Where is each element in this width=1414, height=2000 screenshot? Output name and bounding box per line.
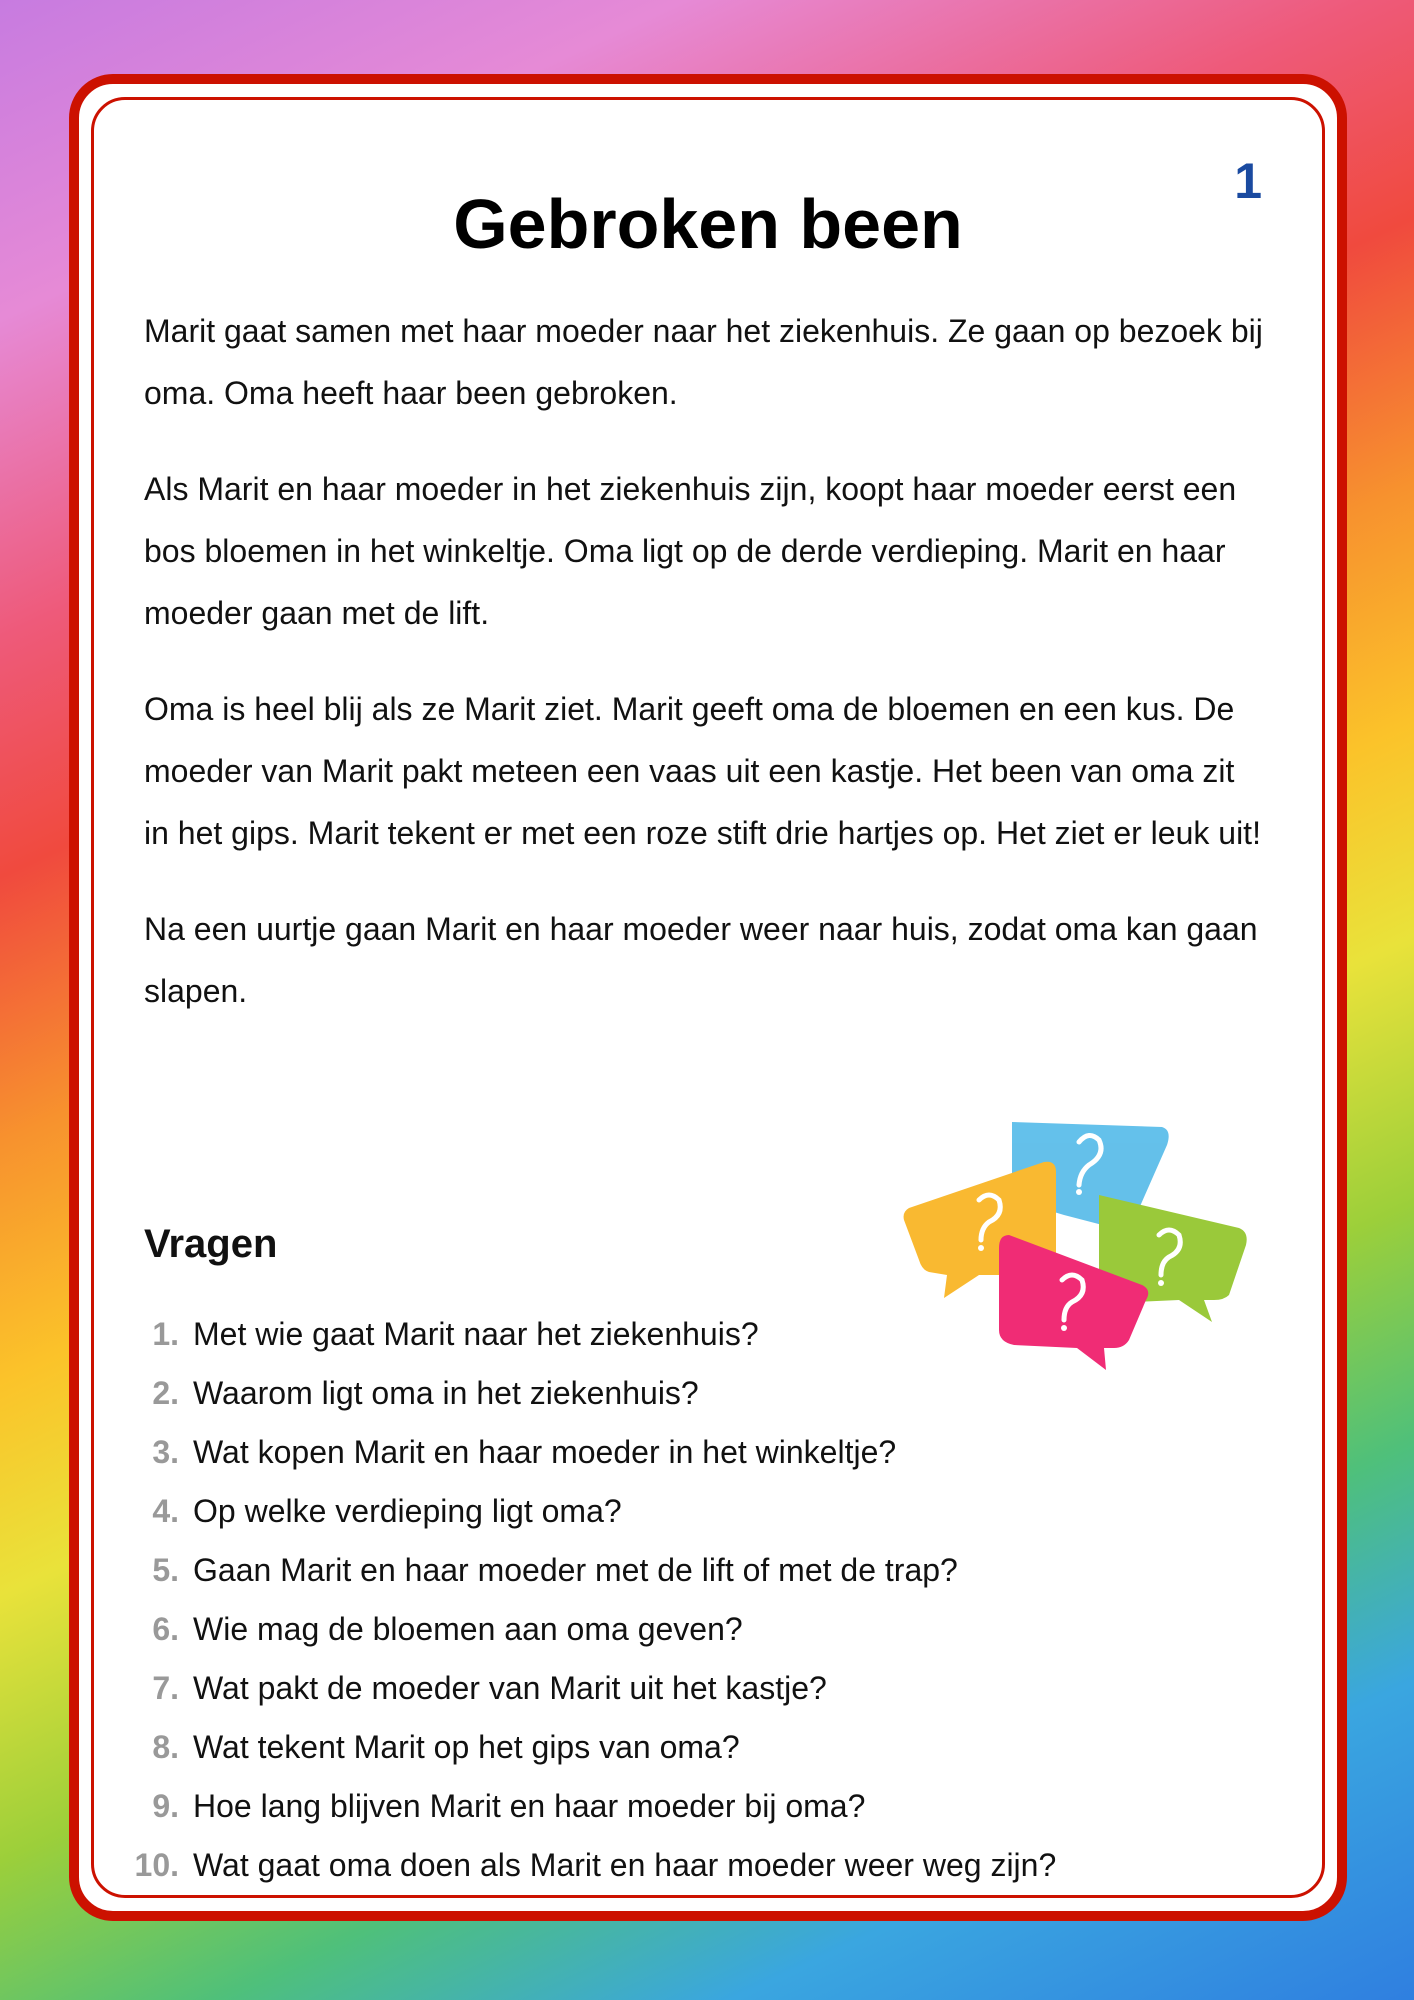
questions-list	[94, 1305, 1056, 1895]
page-title: Gebroken been	[453, 185, 963, 263]
reading-card	[69, 74, 1347, 1921]
question-item: 5. Gaan Marit en haar moeder met de lift of met de trap?	[152, 1552, 958, 1588]
inner-border	[91, 97, 1325, 1898]
paragraph: Na een uurtje gaan Marit en haar moeder weer naar huis, zodat oma kan gaan slapen.	[144, 911, 1258, 1009]
question-item: 10. Wat gaat oma doen als Marit en haar moeder weer weg zijn?	[134, 1847, 1057, 1883]
question-item: 8. Wat tekent Marit op het gips van oma?	[152, 1729, 740, 1765]
paragraph: Oma is heel blij als ze Marit ziet. Marit geeft oma de bloemen en een kus. De moeder van Marit pakt meteen een vaas uit een kastje. Het been van oma zit in het gips. Marit tekent er met een roze stift drie hartjes op. Het ziet er leuk uit!	[144, 691, 1261, 851]
paragraph: Marit gaat samen met haar moeder naar het ziekenhuis. Ze gaan op bezoek bij oma. Oma heeft haar been gebroken.	[144, 313, 1263, 411]
question-item: 7. Wat pakt de moeder van Marit uit het kastje?	[152, 1670, 827, 1706]
questions-heading: Vragen	[144, 1222, 278, 1266]
page-number: 1	[1234, 153, 1262, 209]
question-item: 6. Wie mag de bloemen aan oma geven?	[152, 1611, 743, 1647]
paragraph: Als Marit en haar moeder in het ziekenhuis zijn, koopt haar moeder eerst een bos bloemen in het winkeltje. Oma ligt op de derde verdieping. Marit en haar moeder gaan met de lift.	[144, 471, 1237, 631]
question-item: 4. Op welke verdieping ligt oma?	[152, 1493, 622, 1529]
story-text	[144, 300, 1264, 1056]
question-item: 9. Hoe lang blijven Marit en haar moeder bij oma?	[152, 1788, 866, 1824]
question-item: 2. Waarom ligt oma in het ziekenhuis?	[152, 1375, 699, 1411]
question-item: 1. Met wie gaat Marit naar het ziekenhuis?	[152, 1316, 759, 1352]
question-item: 3. Wat kopen Marit en haar moeder in het winkeltje?	[152, 1434, 897, 1470]
